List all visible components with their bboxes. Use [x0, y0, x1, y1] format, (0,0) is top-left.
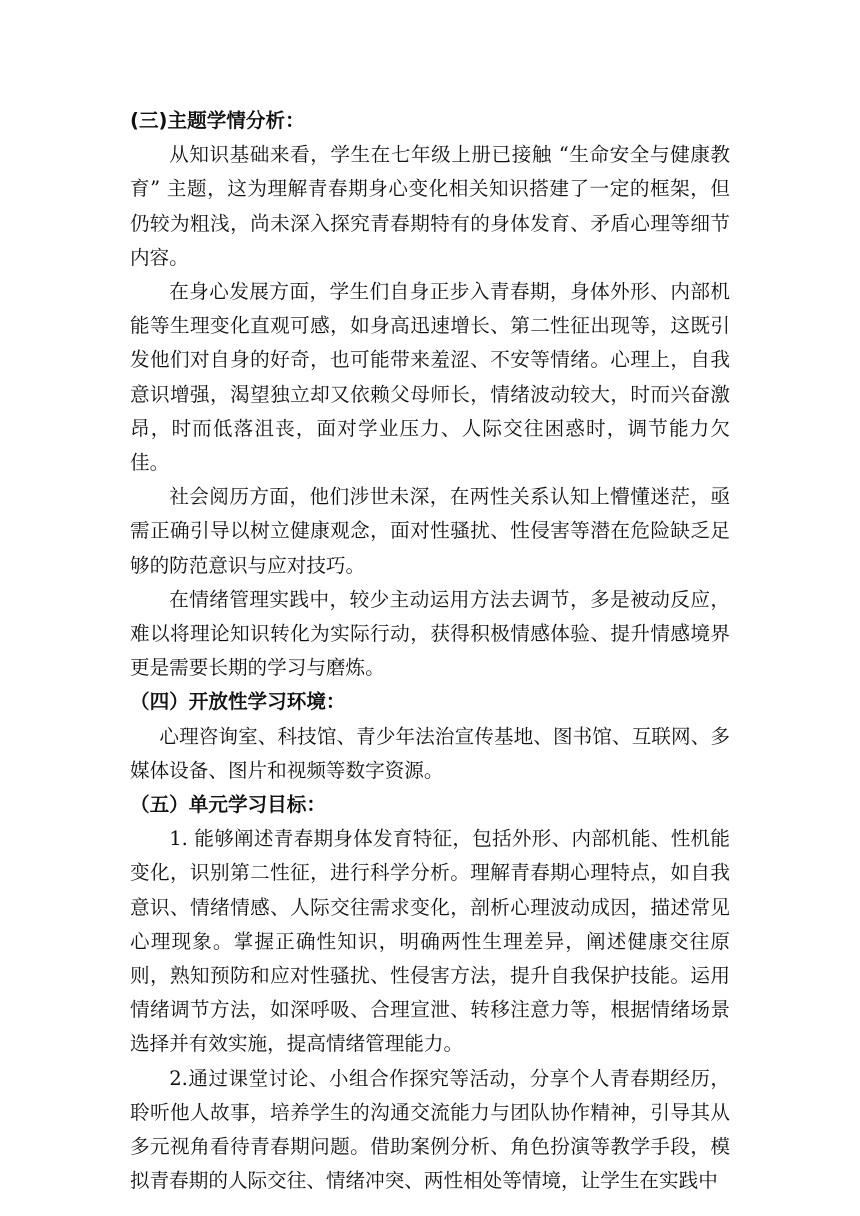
paragraph-social-experience: 社会阅历方面，他们涉世未深，在两性关系认知上懵懂迷茫，亟需正确引导以树立健康观念，面对性骚扰、性侵害等潜在危险缺乏足够的防范意识与应对技巧。	[130, 485, 730, 577]
document-page	[130, 104, 730, 1199]
section-heading-learning-environment: （四）开放性学习环境：	[130, 690, 346, 714]
paragraph-knowledge-base: 从知识基础来看，学生在七年级上册已接触 “生命安全与健康教育” 主题，这为理解青春期身心变化相关知识搭建了一定的框架，但仍较为粗浅，尚未深入探究青春期特有的身体发育、矛盾心理等细节内容。	[130, 143, 730, 269]
paragraph-emotion-management: 在情绪管理实践中，较少主动运用方法去调节，多是被动反应，难以将理论知识转化为实际行动，获得积极情感体验、提升情感境界更是需要长期的学习与磨炼。	[130, 587, 730, 680]
paragraph-goal-1: 1. 能够阐述青春期身体发育特征，包括外形、内部机能、性机能变化，识别第二性征，进行科学分析。理解青春期心理特点，如自我意识、情绪情感、人际交往需求变化，剖析心理波动成因，描述常见心理现象。掌握正确性知识，明确两性生理差异，阐述健康交往原则，熟知预防和应对性骚扰、性侵害方法，提升自我保护技能。运用情绪调节方法，如深呼吸、合理宣泄、转移注意力等，根据情绪场景选择并有效实施，提高情绪管理能力。	[130, 827, 730, 1056]
section-heading-learning-goals: （五）单元学习目标：	[130, 793, 326, 817]
paragraph-goal-2: 2.通过课堂讨论、小组合作探究等活动，分享个人青春期经历，聆听他人故事，培养学生的沟通交流能力与团队协作精神，引导其从多元视角看待青春期问题。借助案例分析、角色扮演等教学手段，模拟青春期的人际交往、情绪冲突、两性相处等情境，让学生在实践中	[130, 1066, 730, 1193]
paragraph-learning-resources: 心理咨询室、科技馆、青少年法治宣传基地、图书馆、互联网、多媒体设备、图片和视频等数字资源。	[130, 724, 730, 782]
paragraph-physical-mental-development: 在身心发展方面，学生们自身正步入青春期，身体外形、内部机能等生理变化直观可感，如身高迅速增长、第二性征出现等，这既引发他们对自身的好奇，也可能带来羞涩、不安等情绪。心理上，自我意识增强，渴望独立却又依赖父母师长，情绪波动较大，时而兴奋激昂，时而低落沮丧，面对学业压力、人际交往困惑时，调节能力欠佳。	[130, 280, 730, 475]
section-heading-student-analysis: (三)主题学情分析：	[130, 109, 305, 132]
